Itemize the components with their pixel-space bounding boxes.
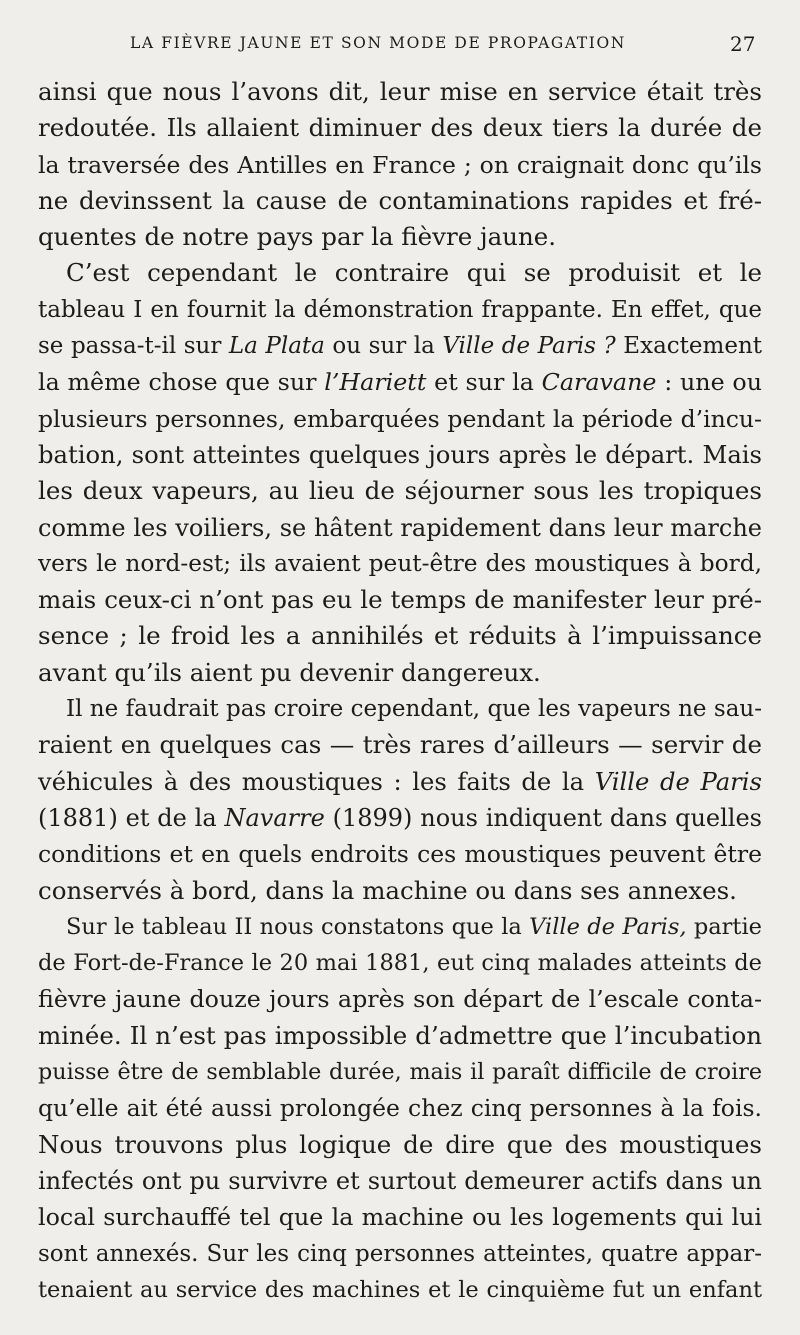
- text-segment: mais ceux-ci n’ont pas eu le temps de manifester leur pré-: [38, 585, 762, 615]
- text-line: [38, 255, 762, 291]
- text-segment: (1881) et de la: [38, 803, 225, 832]
- text-segment: ainsi que nous l’avons dit, leur mise en service était très: [38, 77, 762, 106]
- text-segment: qu’elle ait été aussi prolongée chez cinq personnes à la fois.: [38, 1094, 762, 1123]
- text-segment: ne devinssent la cause de contaminations rapides et fré-: [38, 185, 762, 215]
- text-line: [38, 800, 762, 836]
- text-line: [38, 836, 762, 872]
- text-line: [38, 1272, 762, 1308]
- text-line: [38, 74, 762, 110]
- text-segment: raient en quelques cas — très rares d’ailleurs — servir de: [38, 730, 762, 760]
- text-line: [38, 219, 762, 255]
- page-number: 27: [730, 32, 756, 56]
- text-segment: et sur la: [426, 368, 542, 397]
- text-segment: de Fort-de-France le 20 mai 1881, eut cinq malades atteints de: [38, 950, 762, 977]
- italic-text: Ville de Paris ?: [442, 333, 616, 360]
- text-segment: minée. Il n’est pas impossible d’admettre que l’incubation: [38, 1020, 762, 1050]
- text-segment: tenaient au service des machines et le cinquième fut un enfant: [38, 1276, 762, 1303]
- text-segment: sence ; le froid les a annihilés et réduits à l’impuissance: [38, 621, 762, 651]
- text-segment: fièvre jaune douze jours après son départ de l’escale conta-: [38, 985, 762, 1014]
- text-line: [38, 981, 762, 1017]
- italic-text: Navarre: [224, 803, 325, 832]
- text-line: [38, 1018, 762, 1054]
- text-segment: véhicules à des moustiques : les faits de la: [38, 766, 595, 796]
- text-segment: tableau I en fournit la démonstration frappante. En effet, que: [38, 296, 762, 323]
- text-line: [38, 147, 762, 183]
- text-segment: Exactement: [615, 333, 762, 360]
- text-segment: conservés à bord, dans la machine ou dans ses annexes.: [38, 875, 737, 905]
- text-line: [38, 764, 762, 800]
- text-segment: la traversée des Antilles en France ; on craignait donc qu’ils: [38, 150, 762, 179]
- text-segment: Sur le tableau II nous constatons que la: [66, 913, 530, 940]
- text-segment: Il ne faudrait pas croire cependant, que les vapeurs ne sau-: [66, 696, 762, 723]
- text-segment: conditions et en quels endroits ces moustiques peuvent être: [38, 840, 762, 869]
- text-line: [38, 618, 762, 654]
- text-segment: redoutée. Ils allaient diminuer des deux tiers la durée de: [38, 113, 762, 143]
- text-line: [38, 1236, 762, 1272]
- text-line: [38, 655, 762, 691]
- running-title: LA FIÈVRE JAUNE ET SON MODE DE PROPAGATION: [130, 34, 626, 52]
- text-line: [38, 909, 762, 945]
- italic-text: La Plata: [228, 333, 325, 360]
- text-line: [38, 401, 762, 437]
- text-segment: quentes de notre pays par la fièvre jaune.: [38, 222, 557, 252]
- text-segment: la même chose que sur: [38, 368, 325, 397]
- text-segment: comme les voiliers, se hâtent rapidement dans leur marche: [38, 513, 762, 542]
- text-segment: les deux vapeurs, au lieu de séjourner sous les tropiques: [38, 476, 762, 506]
- text-segment: sont annexés. Sur les cinq personnes atteintes, quatre appar-: [38, 1240, 762, 1267]
- text-segment: se passa-t-il sur: [38, 333, 229, 360]
- text-line: [38, 110, 762, 146]
- text-line: [38, 183, 762, 219]
- text-line: [38, 873, 762, 909]
- text-segment: plusieurs personnes, embarquées pendant la période d’incu-: [38, 404, 762, 433]
- text-segment: puisse être de semblable durée, mais il paraît difficile de croire: [38, 1059, 762, 1086]
- body-text: [38, 74, 762, 1308]
- text-line: [38, 292, 762, 328]
- text-segment: partie: [686, 913, 762, 940]
- text-segment: (1899) nous indiquent dans quelles: [324, 803, 762, 832]
- text-segment: ou sur la: [324, 333, 443, 360]
- text-line: [38, 1090, 762, 1126]
- text-line: [38, 510, 762, 546]
- text-segment: Nous trouvons plus logique de dire que des moustiques: [38, 1129, 762, 1159]
- text-line: [38, 945, 762, 981]
- text-line: [38, 1054, 762, 1090]
- text-line: [38, 1199, 762, 1235]
- text-line: [38, 1163, 762, 1199]
- text-segment: : une ou: [656, 368, 762, 397]
- text-line: [38, 364, 762, 400]
- text-line: [38, 546, 762, 582]
- text-line: [38, 328, 762, 364]
- text-line: [38, 582, 762, 618]
- text-segment: bation, sont atteintes quelques jours après le départ. Mais: [38, 439, 762, 469]
- text-segment: avant qu’ils aient pu devenir dangereux.: [38, 657, 541, 687]
- text-line: [38, 473, 762, 509]
- italic-text: Ville de Paris: [594, 766, 762, 796]
- text-segment: C’est cependant le contraire qui se produisit et le: [66, 258, 762, 288]
- italic-text: l’Hariett: [324, 368, 427, 397]
- text-line: [38, 1127, 762, 1163]
- italic-text: Ville de Paris,: [529, 913, 687, 940]
- italic-text: Caravane: [541, 368, 657, 397]
- text-segment: local surchauffé tel que la machine ou les logements qui lui: [38, 1203, 762, 1232]
- text-line: [38, 437, 762, 473]
- text-line: [38, 691, 762, 727]
- text-segment: vers le nord-est; ils avaient peut-être des moustiques à bord,: [38, 549, 762, 577]
- text-segment: infectés ont pu survivre et surtout demeurer actifs dans un: [38, 1166, 762, 1195]
- text-line: [38, 727, 762, 763]
